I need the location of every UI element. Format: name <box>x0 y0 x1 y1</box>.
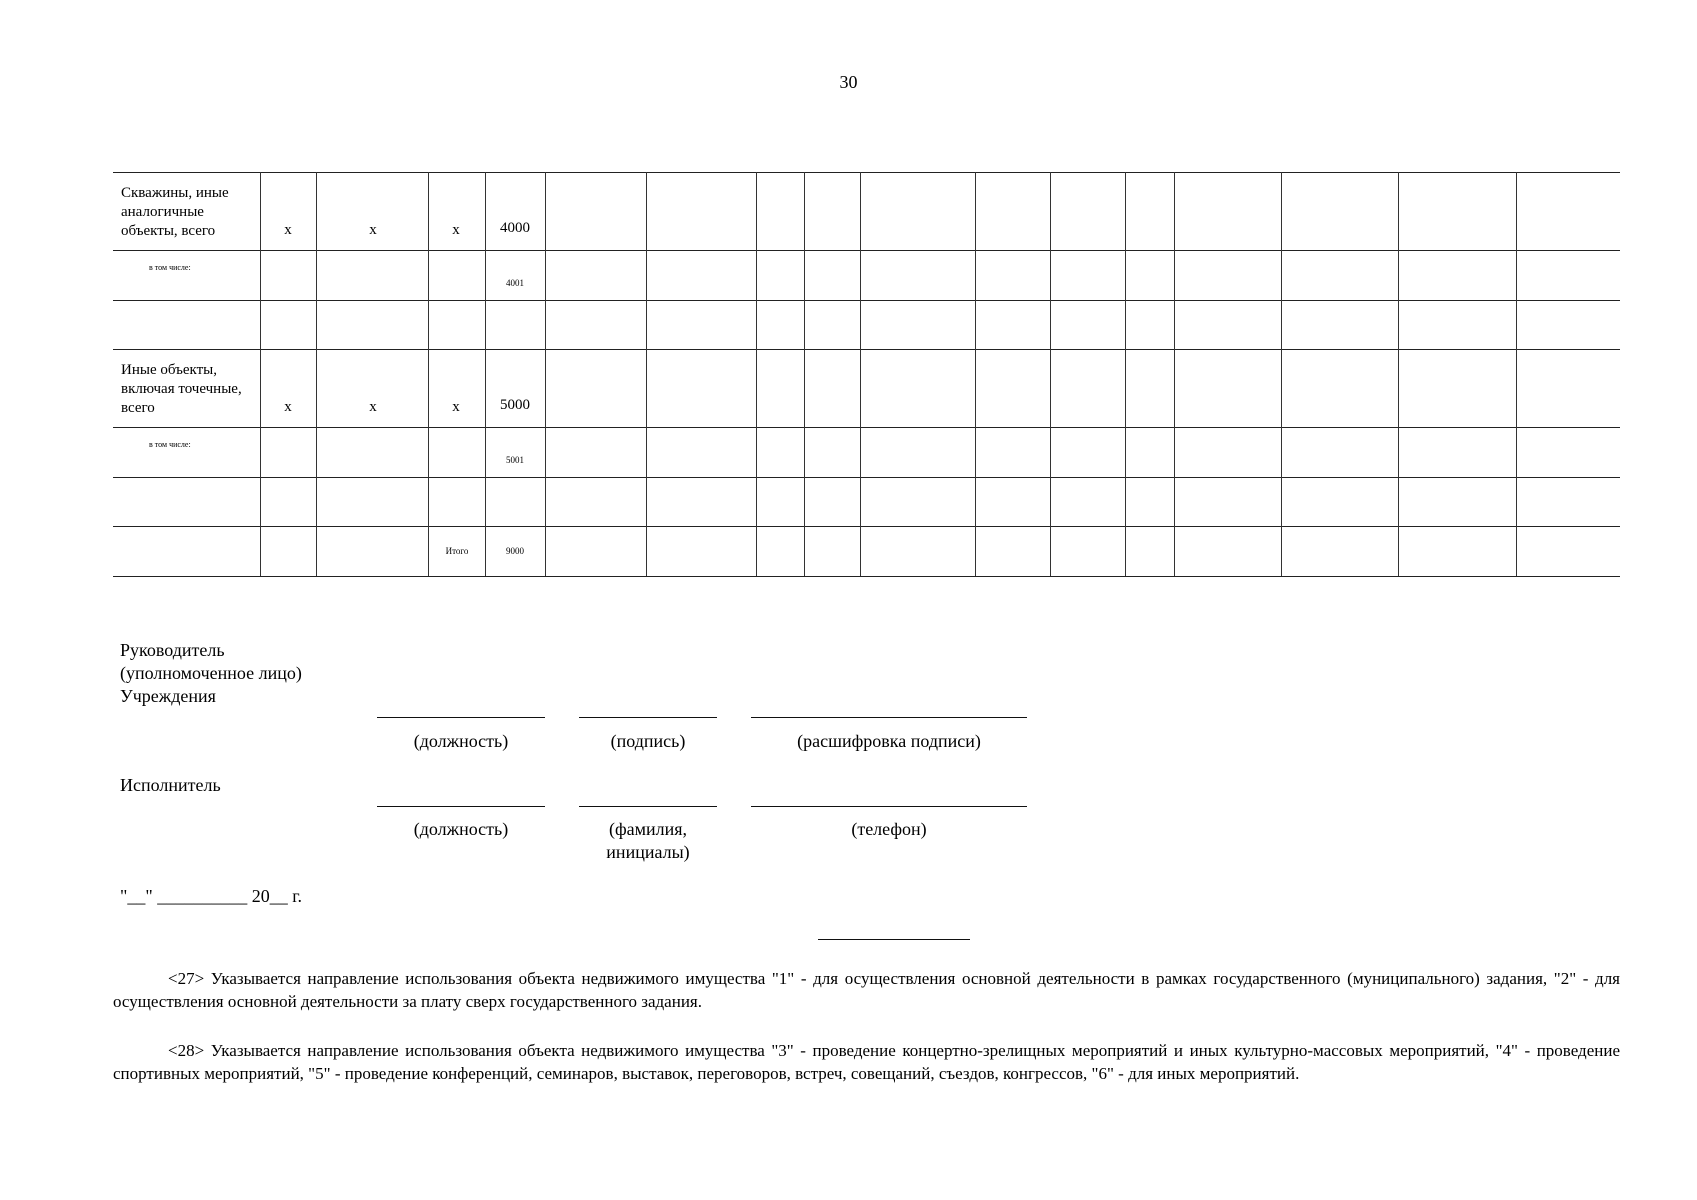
total-code: 9000 <box>506 546 524 556</box>
caption-executor-position: (должность) <box>413 819 509 839</box>
x-mark: x <box>369 222 377 238</box>
table-rule <box>113 250 1620 251</box>
caption-executor-phone: (телефон) <box>851 819 927 839</box>
head-label: Руководитель <box>120 640 225 660</box>
table-column-rule <box>756 172 757 576</box>
x-mark: x <box>452 222 460 238</box>
table-rule <box>113 576 1620 577</box>
table-column-rule <box>545 172 546 576</box>
table-column-rule <box>1281 172 1282 576</box>
table-rule <box>113 526 1620 527</box>
footnote-28: <28> Указывается направление использования объекта недвижимого имущества "3" - проведение концертно-зрелищных мероприятий и иных культурно-массовых мероприятий, "4" - проведение спортивных мероприятий, "5" - проведение конференций, семинаров, выставок, переговоров, встреч, совещаний, съездов, конгрессов, "6" - для иных мероприятий. <box>113 1041 1620 1083</box>
table-rule <box>113 172 1620 173</box>
x-mark: x <box>284 222 292 238</box>
table-column-rule <box>1125 172 1126 576</box>
x-mark: x <box>369 399 377 415</box>
property-usage-table <box>113 172 1620 576</box>
table-column-rule <box>1050 172 1051 576</box>
date-line: "__" __________ 20__ г. <box>120 886 303 906</box>
row-code: 4000 <box>500 220 530 236</box>
table-rule <box>113 427 1620 428</box>
table-column-rule <box>316 172 317 576</box>
head-label: (уполномоченное лицо) <box>120 663 302 683</box>
x-mark: x <box>452 399 460 415</box>
signature-line[interactable] <box>579 717 717 718</box>
executor-name-line[interactable] <box>579 806 717 807</box>
table-column-rule <box>1174 172 1175 576</box>
total-label: Итого <box>445 546 469 556</box>
row-label-including: в том числе: <box>149 440 191 449</box>
x-mark: x <box>284 399 292 415</box>
signature-decoding-line[interactable] <box>751 717 1027 718</box>
table-column-rule <box>1516 172 1517 576</box>
row-label-wells: Скважины, иные аналогичные объекты, всего <box>121 185 229 239</box>
table-column-rule <box>804 172 805 576</box>
footnote-27: <27> Указывается направление использования объекта недвижимого имущества "1" - для осуществления основной деятельности в рамках государственного (муниципального) задания, "2" - для осуществления основной деятельности за плату сверх государственного задания. <box>113 969 1620 1011</box>
table-rule <box>113 300 1620 301</box>
table-rule <box>113 477 1620 478</box>
head-label: Учреждения <box>120 686 216 706</box>
table-column-rule <box>428 172 429 576</box>
row-code: 4001 <box>506 278 524 288</box>
table-column-rule <box>646 172 647 576</box>
row-code: 5001 <box>506 455 524 465</box>
table-rule <box>113 349 1620 350</box>
table-column-rule <box>975 172 976 576</box>
caption-signature-decoding: (расшифровка подписи) <box>797 731 981 751</box>
executor-phone-line[interactable] <box>751 806 1027 807</box>
caption-executor-name: инициалы) <box>606 842 690 862</box>
row-label-including: в том числе: <box>149 263 191 272</box>
executor-label: Исполнитель <box>120 775 221 795</box>
row-label-other-objects: Иные объекты, включая точечные, всего <box>121 362 242 416</box>
row-code: 5000 <box>500 397 530 413</box>
caption-position: (должность) <box>413 731 509 751</box>
table-column-rule <box>860 172 861 576</box>
position-signature-line[interactable] <box>377 717 545 718</box>
caption-executor-name: (фамилия, <box>608 819 688 839</box>
caption-signature: (подпись) <box>610 731 686 751</box>
table-column-rule <box>1398 172 1399 576</box>
footnote-separator <box>818 939 970 940</box>
table-column-rule <box>260 172 261 576</box>
page-number: 30 <box>839 72 858 92</box>
executor-position-line[interactable] <box>377 806 545 807</box>
